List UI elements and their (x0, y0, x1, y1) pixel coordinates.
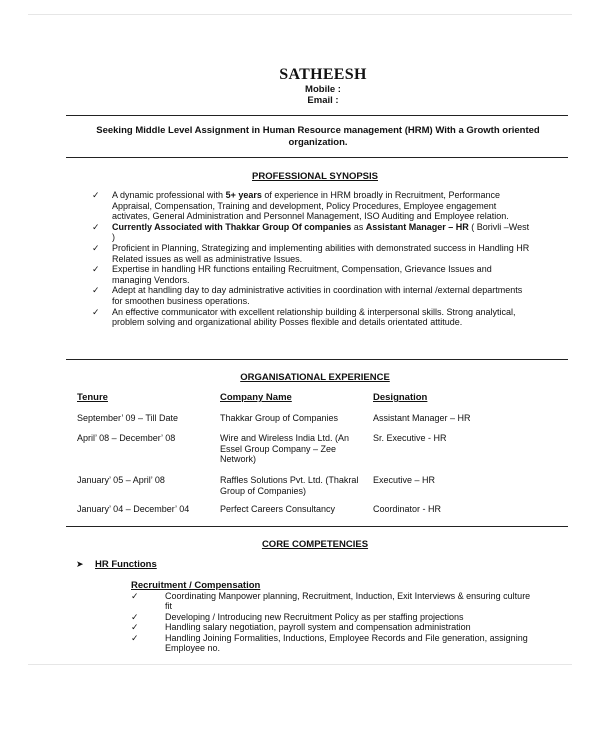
col-header-designation: Designation (373, 392, 428, 403)
page-top-border (28, 14, 572, 15)
company-cell: Raffles Solutions Pvt. Ltd. (Thakral Group of Companies) (220, 475, 359, 496)
check-mark-icon: ✓ (131, 622, 139, 633)
col-header-company: Company Name (220, 392, 292, 403)
career-objective: Seeking Middle Level Assignment in Human Resource management (HRM) With a Growth oriented organization. (96, 125, 540, 148)
competencies-heading: CORE COMPETENCIES (261, 539, 369, 550)
company-cell: Thakkar Group of Companies (220, 413, 339, 423)
tenure-cell: April’ 08 – December’ 08 (77, 433, 176, 443)
col-header-tenure: Tenure (77, 392, 108, 403)
mobile-label: Mobile : (305, 84, 341, 95)
check-mark-icon: ✓ (131, 611, 139, 622)
recruitment-heading: Recruitment / Compensation (131, 580, 261, 591)
divider-experience (66, 526, 568, 527)
experience-heading: ORGANISATIONAL EXPERIENCE (240, 372, 390, 383)
list-item: ✓ Handling Joining Formalities, Inductions, Employee Records and File generation, assigning Employee no. (131, 632, 528, 654)
list-item: ✓ Proficient in Planning, Strategizing and implementing abilities with demonstrated success in Handling HR Related issues as well as administrative Issues. (92, 242, 530, 264)
divider-objective (66, 157, 568, 158)
tenure-cell: January’ 04 – December’ 04 (77, 504, 190, 514)
page-bottom-border (28, 664, 572, 665)
designation-cell: Coordinator - HR (373, 504, 442, 514)
tenure-cell: January’ 05 – April’ 08 (77, 475, 165, 485)
list-item: ✓ Expertise in handling HR functions entailing Recruitment, Compensation, Grievance Issues and managing Vendors. (92, 264, 492, 285)
email-label: Email : (307, 95, 339, 106)
company-cell: Perfect Careers Consultancy (220, 504, 336, 514)
list-item: ✓ Adept at handling day to day administrative activities in coordination with internal /external departments for smoothen business operations. (92, 285, 523, 306)
list-item: ✓ Coordinating Manpower planning, Recruitment, Induction, Exit Interviews & ensuring culture fit (131, 591, 531, 612)
check-mark-icon: ✓ (92, 285, 100, 296)
check-mark-icon: ✓ (92, 242, 100, 253)
check-mark-icon: ✓ (131, 591, 139, 601)
divider-header (66, 115, 568, 116)
synopsis-list (92, 190, 532, 328)
tenure-cell: September’ 09 – Till Date (77, 413, 179, 423)
company-cell: Wire and Wireless India Ltd. (An Essel Group Company – Zee Network) (220, 433, 350, 465)
check-mark-icon: ✓ (92, 264, 100, 275)
arrowhead-bullet-icon: ➤ (76, 559, 84, 569)
check-mark-icon: ✓ (92, 306, 100, 317)
candidate-name: SATHEESH (279, 66, 367, 83)
designation-cell: Executive – HR (373, 475, 436, 485)
check-mark-icon: ✓ (92, 221, 100, 232)
list-item: ✓ Developing / Introducing new Recruitment Policy as per staffing projections (131, 611, 464, 622)
list-item: ✓ An effective communicator with excellent relationship building & interpersonal skills. Strong analytical, problem solving and organizational ability Posses flexible and details orientated attitude. (92, 306, 516, 328)
list-item: ✓ Currently Associated with Thakkar Group Of companies as Assistant Manager – HR ( Borivli –West ) (92, 221, 530, 243)
designation-cell: Assistant Manager – HR (373, 413, 471, 423)
check-mark-icon: ✓ (131, 632, 139, 643)
recruitment-list (131, 591, 531, 653)
designation-cell: Sr. Executive - HR (373, 433, 447, 443)
hr-functions-heading: HR Functions (95, 559, 157, 570)
synopsis-heading: PROFESSIONAL SYNOPSIS (252, 171, 378, 182)
check-mark-icon: ✓ (92, 190, 100, 200)
divider-synopsis (66, 359, 568, 360)
list-item: ✓ A dynamic professional with 5+ years of experience in HRM broadly in Recruitment, Performance Appraisal, Compensation, Training and development, Policy Procedures, Employee engagement activates, General Administration and Personnel Management, ISO Auditing and Employee relation. (92, 190, 509, 222)
list-item: ✓ Handling salary negotiation, payroll system and compensation administration (131, 622, 471, 633)
